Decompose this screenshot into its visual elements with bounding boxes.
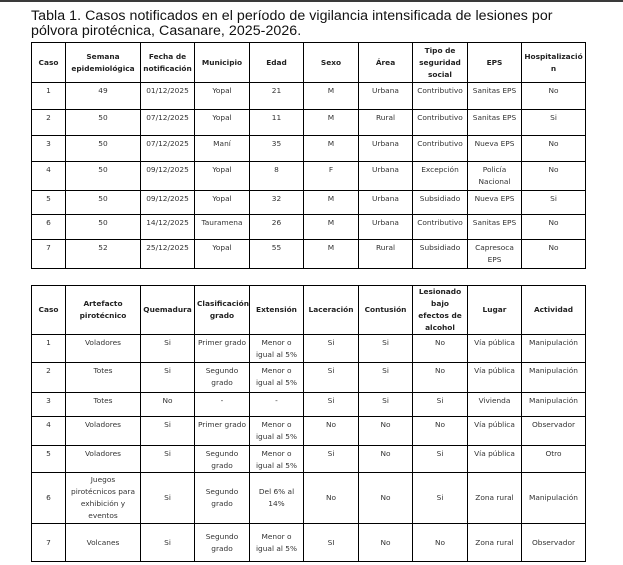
cell-contusion: Si [359, 393, 413, 417]
cell-sexo: M [304, 215, 359, 240]
cell-caso: 5 [32, 446, 66, 473]
table-row [32, 83, 586, 110]
cell-clasificacion: Segundo grado [195, 446, 250, 473]
table-row [32, 110, 586, 136]
cell-tipo-seguridad: Contributivo [413, 83, 468, 110]
header-eps: EPS [468, 43, 522, 83]
cell-caso: 2 [32, 363, 66, 393]
cell-fecha: 01/12/2025 [141, 83, 195, 110]
cell-edad: 32 [250, 191, 304, 215]
cell-alcohol: Si [413, 473, 468, 524]
cell-semana: 50 [66, 110, 141, 136]
cases-table [31, 42, 586, 269]
cell-tipo-seguridad: Contributivo [413, 215, 468, 240]
cell-semana: 50 [66, 162, 141, 191]
cell-quemadura: No [141, 393, 195, 417]
cell-quemadura: Si [141, 417, 195, 446]
table-row [32, 162, 586, 191]
cell-tipo-seguridad: Contributivo [413, 136, 468, 162]
header-alcohol: Lesionado bajo efectos de alcohol [413, 286, 468, 335]
cell-edad: 35 [250, 136, 304, 162]
cell-caso: 3 [32, 136, 66, 162]
header-quemadura: Quemadura [141, 286, 195, 335]
cell-semana: 52 [66, 240, 141, 269]
table-row [32, 473, 586, 524]
header-edad: Edad [250, 43, 304, 83]
cell-eps: Capresoca EPS [468, 240, 522, 269]
cell-alcohol: Si [413, 393, 468, 417]
cell-tipo-seguridad: Subsidiado [413, 191, 468, 215]
header-area: Área [359, 43, 413, 83]
cell-caso: 1 [32, 83, 66, 110]
cell-eps: Sanitas EPS [468, 215, 522, 240]
cell-hospitalizacion: No [522, 136, 586, 162]
cell-actividad: Manipulación [522, 393, 586, 417]
cell-clasificacion: Segundo grado [195, 473, 250, 524]
cell-clasificacion: Primer grado [195, 335, 250, 363]
cell-artefacto: Totes [66, 393, 141, 417]
cell-sexo: M [304, 83, 359, 110]
cell-fecha: 07/12/2025 [141, 110, 195, 136]
cell-laceracion: Si [304, 335, 359, 363]
window-top-bar [0, 0, 623, 2]
cell-fecha: 09/12/2025 [141, 162, 195, 191]
cell-area: Urbana [359, 162, 413, 191]
header-contusion: Contusión [359, 286, 413, 335]
cell-hospitalizacion: Si [522, 191, 586, 215]
cell-actividad: Manipulación [522, 363, 586, 393]
cell-laceracion: No [304, 473, 359, 524]
cell-area: Rural [359, 110, 413, 136]
cell-eps: Nueva EPS [468, 136, 522, 162]
cell-artefacto: Volcanes [66, 524, 141, 562]
cell-quemadura: Si [141, 473, 195, 524]
table-header-row [32, 286, 586, 335]
cell-contusion: No [359, 524, 413, 562]
cell-caso: 7 [32, 240, 66, 269]
lesions-table [31, 285, 586, 562]
cell-sexo: M [304, 110, 359, 136]
cell-actividad: Otro [522, 446, 586, 473]
cell-hospitalizacion: No [522, 83, 586, 110]
cell-area: Urbana [359, 191, 413, 215]
table-header-row [32, 43, 586, 83]
cell-clasificacion: Segundo grado [195, 524, 250, 562]
cell-clasificacion: - [195, 393, 250, 417]
header-municipio: Municipio [195, 43, 250, 83]
cell-semana: 50 [66, 191, 141, 215]
cell-alcohol: Si [413, 446, 468, 473]
cell-alcohol: No [413, 363, 468, 393]
cell-lugar: Vivienda [468, 393, 522, 417]
header-fecha: Fecha de notificación [141, 43, 195, 83]
table-row [32, 393, 586, 417]
cell-municipio: Tauramena [195, 215, 250, 240]
cell-alcohol: No [413, 335, 468, 363]
cell-extension: Menor o igual al 5% [250, 524, 304, 562]
cell-clasificacion: Primer grado [195, 417, 250, 446]
header-semana: Semana epidemiológica [66, 43, 141, 83]
cell-fecha: 25/12/2025 [141, 240, 195, 269]
cell-clasificacion: Segundo grado [195, 363, 250, 393]
table-row [32, 215, 586, 240]
cell-area: Rural [359, 240, 413, 269]
cell-lugar: Vía pública [468, 335, 522, 363]
table-row [32, 335, 586, 363]
cell-laceracion: SI [304, 524, 359, 562]
cell-actividad: Manipulación [522, 473, 586, 524]
cell-contusion: Si [359, 363, 413, 393]
cell-lugar: Vía pública [468, 446, 522, 473]
header-lugar: Lugar [468, 286, 522, 335]
cell-alcohol: No [413, 524, 468, 562]
header-clasificacion: Clasificación grado [195, 286, 250, 335]
cell-area: Urbana [359, 136, 413, 162]
cell-extension: Del 6% al 14% [250, 473, 304, 524]
cell-artefacto: Voladores [66, 335, 141, 363]
cell-hospitalizacion: Si [522, 110, 586, 136]
cell-artefacto: Voladores [66, 417, 141, 446]
cell-lugar: Vía pública [468, 363, 522, 393]
cell-quemadura: Si [141, 446, 195, 473]
header-hospitalizacion: Hospitalizació n [522, 43, 586, 83]
cell-quemadura: Si [141, 524, 195, 562]
cell-area: Urbana [359, 83, 413, 110]
cell-eps: Sanitas EPS [468, 83, 522, 110]
table-row [32, 136, 586, 162]
cell-municipio: Maní [195, 136, 250, 162]
cell-contusion: No [359, 446, 413, 473]
cell-fecha: 09/12/2025 [141, 191, 195, 215]
cell-laceracion: No [304, 417, 359, 446]
cell-caso: 5 [32, 191, 66, 215]
cell-extension: - [250, 393, 304, 417]
cell-edad: 21 [250, 83, 304, 110]
header-extension: Extensión [250, 286, 304, 335]
cell-lugar: Zona rural [468, 524, 522, 562]
cell-sexo: M [304, 240, 359, 269]
header-artefacto: Artefacto pirotécnico [66, 286, 141, 335]
cell-artefacto: Voladores [66, 446, 141, 473]
cell-tipo-seguridad: Excepción [413, 162, 468, 191]
cell-actividad: Observador [522, 417, 586, 446]
cell-artefacto: Totes [66, 363, 141, 393]
cell-tipo-seguridad: Subsidiado [413, 240, 468, 269]
cell-edad: 8 [250, 162, 304, 191]
cell-caso: 6 [32, 215, 66, 240]
cell-caso: 1 [32, 335, 66, 363]
cell-edad: 55 [250, 240, 304, 269]
cell-hospitalizacion: No [522, 215, 586, 240]
cell-actividad: Manipulación [522, 335, 586, 363]
cell-contusion: No [359, 417, 413, 446]
cell-caso: 2 [32, 110, 66, 136]
cell-lugar: Vía pública [468, 417, 522, 446]
cell-hospitalizacion: No [522, 240, 586, 269]
cell-sexo: M [304, 191, 359, 215]
header-sexo: Sexo [304, 43, 359, 83]
cell-eps: Policía Nacional [468, 162, 522, 191]
cell-tipo-seguridad: Contributivo [413, 110, 468, 136]
cell-edad: 11 [250, 110, 304, 136]
cell-municipio: Yopal [195, 83, 250, 110]
cell-municipio: Yopal [195, 110, 250, 136]
cell-caso: 3 [32, 393, 66, 417]
header-caso: Caso [32, 43, 66, 83]
cell-edad: 26 [250, 215, 304, 240]
cell-actividad: Observador [522, 524, 586, 562]
cell-fecha: 07/12/2025 [141, 136, 195, 162]
cell-quemadura: Si [141, 363, 195, 393]
table-row [32, 363, 586, 393]
cell-alcohol: No [413, 417, 468, 446]
cell-lugar: Zona rural [468, 473, 522, 524]
cell-sexo: M [304, 136, 359, 162]
cell-laceracion: Si [304, 363, 359, 393]
cell-extension: Menor o igual al 5% [250, 446, 304, 473]
cell-hospitalizacion: No [522, 162, 586, 191]
cell-extension: Menor o igual al 5% [250, 363, 304, 393]
cell-laceracion: Si [304, 393, 359, 417]
cell-semana: 50 [66, 136, 141, 162]
cell-municipio: Yopal [195, 162, 250, 191]
header-tipo-seguridad: Tipo de seguridad social [413, 43, 468, 83]
cell-caso: 7 [32, 524, 66, 562]
header-caso: Caso [32, 286, 66, 335]
table-row [32, 191, 586, 215]
cell-caso: 6 [32, 473, 66, 524]
cell-extension: Menor o igual al 5% [250, 335, 304, 363]
header-actividad: Actividad [522, 286, 586, 335]
table-row [32, 446, 586, 473]
table-row [32, 524, 586, 562]
cell-caso: 4 [32, 162, 66, 191]
cell-quemadura: Si [141, 335, 195, 363]
cell-laceracion: Si [304, 446, 359, 473]
table-row [32, 417, 586, 446]
cell-contusion: Si [359, 335, 413, 363]
cell-area: Urbana [359, 215, 413, 240]
cell-semana: 50 [66, 215, 141, 240]
cell-artefacto: Juegos pirotécnicos para exhibición y eventos [66, 473, 141, 524]
cell-sexo: F [304, 162, 359, 191]
cell-semana: 49 [66, 83, 141, 110]
cell-municipio: Yopal [195, 191, 250, 215]
cell-extension: Menor o igual al 5% [250, 417, 304, 446]
cell-contusion: No [359, 473, 413, 524]
header-laceracion: Laceración [304, 286, 359, 335]
table-caption: Tabla 1. Casos notificados en el período de vigilancia intensificada de lesiones por pólvora pirotécnica, Casanare, 2025-2026. [31, 8, 553, 39]
table-row [32, 240, 586, 269]
cell-eps: Nueva EPS [468, 191, 522, 215]
cell-eps: Sanitas EPS [468, 110, 522, 136]
cell-caso: 4 [32, 417, 66, 446]
cell-municipio: Yopal [195, 240, 250, 269]
cell-fecha: 14/12/2025 [141, 215, 195, 240]
